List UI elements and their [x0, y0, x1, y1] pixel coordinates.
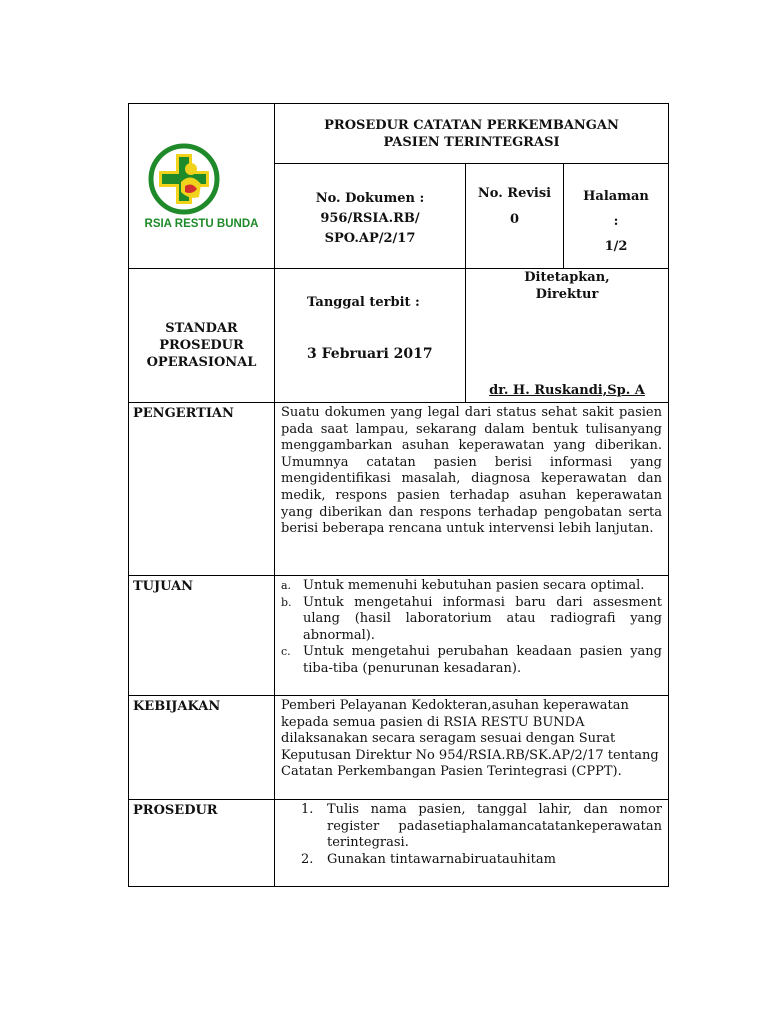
issue-date-label: Tanggal terbit :: [307, 295, 420, 310]
document-title-line-1: PROSEDUR CATATAN PERKEMBANGAN: [324, 117, 619, 133]
sop-label-cell: [129, 269, 275, 403]
list-item-text: Untuk mengetahui informasi baru dari assesment ulang (hasil laboratorium atau radiografi yang abnormal).: [303, 594, 662, 643]
document-title: [275, 104, 669, 164]
approval-label: [466, 269, 668, 303]
list-item: [281, 852, 662, 869]
approval-line-1: Ditetapkan,: [524, 270, 610, 285]
prosedur-content: [275, 800, 669, 887]
logo-cell: [129, 104, 275, 269]
list-item-text: Untuk mengetahui perubahan keadaan pasien yang tiba-tiba (penurunan kesadaran).: [303, 644, 662, 676]
list-item-text: Gunakan tintawarnabiruatauhitam: [327, 851, 556, 867]
hospital-logo-text: RSIA RESTU BUNDA: [144, 217, 259, 230]
issue-date-cell: [275, 269, 466, 403]
document-number-line-3: SPO.AP/2/17: [324, 231, 416, 246]
sop-label-line-1: STANDAR: [165, 321, 238, 336]
sop-label-line-2: PROSEDUR: [159, 338, 244, 353]
revision-cell: [466, 164, 564, 269]
approval-line-2: Direktur: [535, 287, 599, 302]
prosedur-label: PROSEDUR: [129, 800, 275, 887]
hospital-logo: [145, 142, 259, 230]
document-number-label: No. Dokumen :: [315, 191, 425, 206]
pengertian-text: Suatu dokumen yang legal dari status sehat sakit pasien pada saat lampau, sekarang dalam bentuk tulisanyang menggambarkan asuhan keperawatan yang diberikan. Umumnya catatan pasien berisi informasi yang mengidentifikasi masalah, diagnosa keperawatan dan medik, respons pasien terhadap asuhan keperawatan yang diberikan dan respons terhadap pengobatan serta berisi beberapa rencana untuk intervensi lebih lanjutan.: [275, 403, 669, 576]
list-marker: c.: [281, 645, 291, 659]
sop-table: [128, 103, 669, 887]
page-label: Halaman: [583, 189, 649, 204]
page-cell: [564, 164, 669, 269]
issue-date-value: 3 Februari 2017: [307, 346, 433, 362]
director-name: dr. H. Ruskandi,Sp. A: [489, 383, 645, 398]
document-number-cell: [275, 164, 466, 269]
list-item-text: Untuk memenuhi kebutuhan pasien secara optimal.: [303, 578, 645, 593]
document-title-line-2: PASIEN TERINTEGRASI: [383, 134, 560, 150]
list-item: [281, 595, 662, 645]
tujuan-content: [275, 576, 669, 696]
approval-cell: [466, 269, 669, 403]
list-marker: b.: [281, 595, 292, 609]
revision-value: 0: [509, 212, 520, 227]
sop-label-line-3: OPERASIONAL: [146, 355, 257, 370]
revision-label: No. Revisi: [477, 186, 552, 201]
list-marker: a.: [281, 579, 292, 592]
page-value: 1/2: [604, 239, 628, 254]
pengertian-label: PENGERTIAN: [129, 403, 275, 576]
list-item: [281, 644, 662, 677]
kebijakan-text: Pemberi Pelayanan Kedokteran,asuhan keperawatan kepada semua pasien di RSIA RESTU BUNDA dilaksanakan secara seragam sesuai dengan Surat Keputusan Direktur No 954/RSIA.RB/SK.AP/2/17 tentang Catatan Perkembangan Pasien Terintegrasi (CPPT).: [275, 696, 669, 800]
hospital-logo-icon: [145, 142, 223, 216]
kebijakan-label: KEBIJAKAN: [129, 696, 275, 800]
list-item: [281, 802, 662, 852]
tujuan-label: TUJUAN: [129, 576, 275, 696]
list-marker: 2.: [301, 851, 314, 867]
prosedur-list: [281, 802, 662, 868]
list-item: [281, 578, 662, 595]
page-colon: :: [613, 214, 619, 229]
list-marker: 1.: [301, 802, 314, 817]
list-item-text: Tulis nama pasien, tanggal lahir, dan nomor register padasetiaphalamancatatankeperawatan terintegrasi.: [327, 802, 662, 851]
document-number-line-2: 956/RSIA.RB/: [320, 211, 420, 226]
tujuan-list: [281, 578, 662, 678]
